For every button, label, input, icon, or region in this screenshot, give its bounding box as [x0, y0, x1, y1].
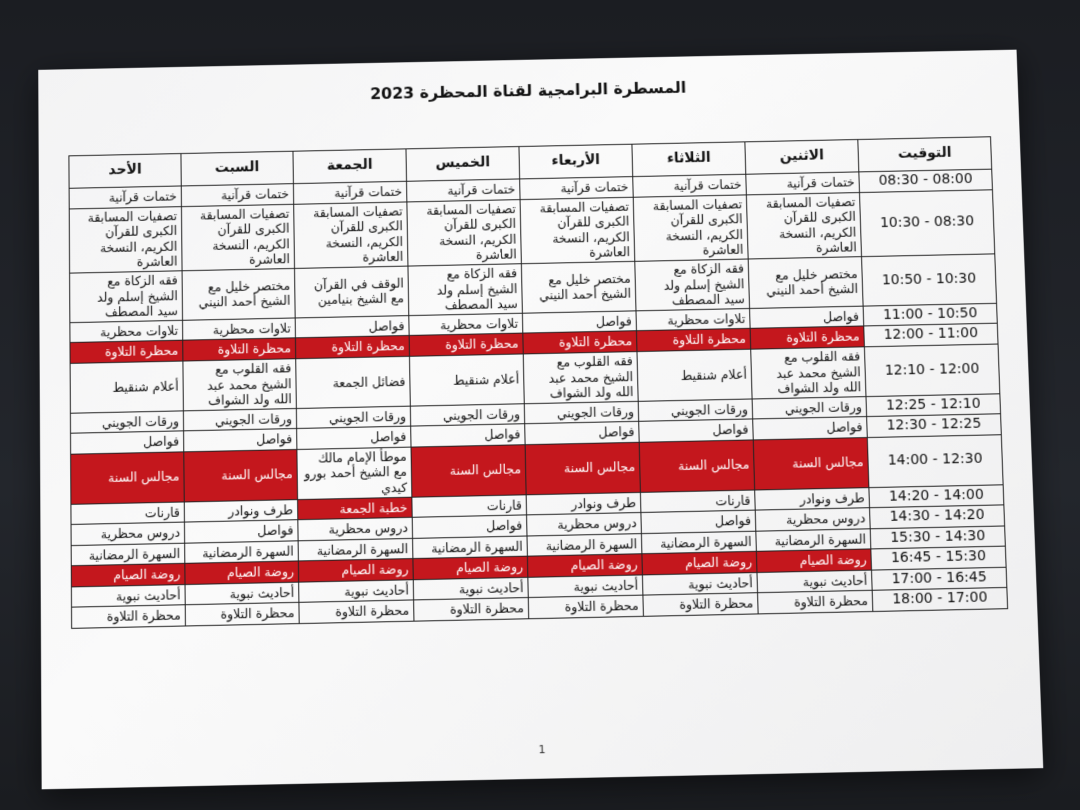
time-slot-cell: 14:00 - 12:30 — [867, 434, 1003, 487]
column-header-day: الثلاثاء — [632, 142, 746, 177]
program-cell: ورقات الجويني — [638, 399, 752, 422]
program-cell: دروس محظرية — [755, 508, 870, 531]
program-cell: أحاديث نبوية — [299, 579, 414, 602]
program-cell: الوقف في القرآن مع الشيخ بنيامين — [295, 266, 409, 318]
time-slot-cell: 12:25 - 12:10 — [866, 394, 1001, 417]
program-cell: مختصر خليل مع الشيخ أحمد النيني — [521, 261, 636, 313]
program-cell: ورقات الجويني — [296, 406, 410, 429]
program-cell: تصفيات المسابقة الكبرى للقرآن الكريم، النسخة العاشرة — [746, 192, 861, 259]
program-cell: ورقات الجويني — [70, 411, 183, 434]
program-cell: فواصل — [411, 424, 525, 447]
program-cell: محظرة التلاوة — [636, 329, 750, 352]
program-cell: مجالس السنة — [753, 437, 869, 489]
program-cell: فقه الزكاة مع الشيخ إسلم ولد سيد المصطف — [408, 264, 522, 316]
program-cell: فواصل — [750, 306, 864, 329]
program-cell: فضائل الجمعة — [296, 356, 411, 408]
time-slot-cell: 08:30 - 08:00 — [859, 169, 993, 192]
time-slot-cell: 16:45 - 15:30 — [871, 546, 1006, 569]
program-cell: أعلام شنقيط — [637, 349, 752, 401]
program-cell: مجالس السنة — [184, 449, 298, 501]
program-cell: ورقات الجويني — [524, 401, 638, 424]
time-slot-cell: 12:00 - 11:00 — [864, 324, 998, 347]
program-cell: تلاوات محظرية — [409, 313, 523, 336]
program-cell: روضة الصيام — [413, 556, 528, 579]
program-cell: ختمات قرآنية — [407, 179, 521, 202]
program-cell: ورقات الجويني — [183, 408, 296, 431]
program-cell: روضة الصيام — [527, 554, 642, 577]
program-cell: ختمات قرآنية — [746, 172, 860, 195]
program-cell: فواصل — [295, 315, 409, 338]
program-cell: روضة الصيام — [185, 561, 299, 584]
column-header-day: الجمعة — [293, 149, 407, 184]
program-cell: طرف ونوادر — [184, 499, 298, 522]
column-header-day: الاثنين — [745, 140, 859, 175]
time-slot-cell: 11:00 - 10:50 — [863, 303, 997, 326]
time-slot-cell: 12:10 - 12:00 — [864, 344, 999, 396]
program-cell: مجالس السنة — [639, 440, 754, 492]
document-page — [38, 50, 1043, 790]
column-header-day: الخميس — [406, 147, 520, 182]
program-cell: السهرة الرمضانية — [641, 531, 756, 554]
time-slot-cell: 15:30 - 14:30 — [870, 526, 1005, 549]
time-slot-cell: 10:50 - 10:30 — [862, 254, 997, 306]
program-cell: فقه الزكاة مع الشيخ إسلم ولد سيد المصطف — [635, 259, 750, 311]
program-cell: محظرة التلاوة — [414, 598, 529, 621]
program-cell: مختصر خليل مع الشيخ أحمد النيني — [182, 268, 295, 320]
program-cell: روضة الصيام — [756, 549, 871, 572]
time-slot-cell: 12:30 - 12:25 — [867, 414, 1002, 437]
program-cell: قارنات — [71, 502, 185, 525]
program-cell: تصفيات المسابقة الكبرى للقرآن الكريم، النسخة العاشرة — [69, 206, 182, 273]
program-cell: السهرة الرمضانية — [298, 538, 413, 561]
program-cell: قارنات — [640, 490, 755, 513]
column-header-time: التوقيت — [858, 137, 992, 172]
program-cell: أحاديث نبوية — [757, 570, 872, 593]
column-header-day: الأربعاء — [519, 144, 633, 179]
program-cell: مجالس السنة — [411, 444, 526, 496]
program-cell: دروس محظرية — [71, 522, 185, 545]
program-cell: محظرة التلاوة — [523, 331, 637, 354]
schedule-table — [68, 136, 1008, 628]
program-cell: فقه القلوب مع الشيخ محمد عبد الله ولد الشواف — [183, 359, 296, 411]
program-cell: السهرة الرمضانية — [756, 528, 871, 551]
program-cell: فواصل — [522, 311, 636, 334]
program-cell: تصفيات المسابقة الكبرى للقرآن الكريم، النسخة العاشرة — [520, 197, 635, 264]
program-cell: محظرة التلاوة — [643, 593, 758, 616]
program-cell: موطأ الإمام مالك مع الشيخ أحمد بورو كيدي — [297, 447, 412, 499]
program-cell: محظرة التلاوة — [758, 590, 873, 613]
program-cell: السهرة الرمضانية — [413, 536, 528, 559]
program-cell: فقه الزكاة مع الشيخ إسلم ولد سيد المصطف — [70, 271, 183, 323]
program-cell: ختمات قرآنية — [69, 186, 181, 209]
program-cell: طرف ونوادر — [755, 487, 870, 510]
program-cell: أحاديث نبوية — [185, 582, 299, 605]
table-body — [69, 169, 1008, 628]
program-cell: أحاديث نبوية — [71, 584, 185, 607]
program-cell: السهرة الرمضانية — [527, 533, 642, 556]
page-number: 1 — [538, 742, 546, 757]
page-title: المسطرة البرامجية لقناة المحظرة 2023 — [369, 77, 687, 104]
program-cell: دروس محظرية — [298, 517, 413, 540]
program-cell: روضة الصيام — [642, 551, 757, 574]
program-cell: أعلام شنقيط — [70, 361, 183, 413]
program-cell: تصفيات المسابقة الكبرى للقرآن الكريم، النسخة العاشرة — [181, 204, 294, 271]
program-cell: أحاديث نبوية — [413, 577, 528, 600]
program-cell: تلاوات محظرية — [183, 318, 296, 341]
time-slot-cell: 14:20 - 14:00 — [869, 484, 1004, 507]
program-cell: محظرة التلاوة — [183, 338, 296, 361]
program-cell: محظرة التلاوة — [299, 600, 414, 623]
program-cell: مجالس السنة — [71, 452, 185, 504]
program-cell: تصفيات المسابقة الكبرى للقرآن الكريم، النسخة العاشرة — [633, 194, 748, 261]
time-slot-cell: 17:00 - 16:45 — [871, 567, 1006, 591]
program-cell: أحاديث نبوية — [528, 575, 643, 598]
time-slot-cell: 14:30 - 14:20 — [870, 505, 1005, 528]
time-slot-cell: 10:30 - 08:30 — [859, 189, 994, 256]
program-cell: محظرة التلاوة — [185, 602, 299, 625]
program-cell: أحاديث نبوية — [642, 572, 757, 595]
program-cell: مختصر خليل مع الشيخ أحمد النيني — [748, 257, 863, 309]
program-cell: تصفيات المسابقة الكبرى للقرآن الكريم، النسخة العاشرة — [407, 199, 522, 266]
program-cell: فواصل — [641, 510, 756, 533]
program-cell: ورقات الجويني — [752, 396, 867, 419]
program-cell: ورقات الجويني — [410, 403, 524, 426]
column-header-day: السبت — [181, 151, 293, 186]
program-cell: تلاوات محظرية — [70, 320, 183, 343]
program-cell: فواصل — [297, 426, 411, 449]
program-cell: أعلام شنقيط — [409, 354, 524, 406]
program-cell: فواصل — [184, 429, 297, 452]
program-cell: فواصل — [71, 431, 184, 454]
program-cell: فواصل — [412, 515, 527, 538]
program-cell: فواصل — [753, 417, 868, 440]
program-cell: تلاوات محظرية — [636, 308, 750, 331]
program-cell: فقه القلوب مع الشيخ محمد عبد الله ولد الشواف — [751, 347, 866, 399]
program-cell: فواصل — [525, 422, 639, 445]
column-header-day: الأحد — [69, 154, 181, 189]
program-cell: تصفيات المسابقة الكبرى للقرآن الكريم، النسخة العاشرة — [294, 201, 408, 268]
program-cell: السهرة الرمضانية — [185, 540, 299, 563]
program-cell: طرف ونوادر — [526, 492, 641, 515]
program-cell: محظرة التلاوة — [409, 333, 523, 356]
program-cell: فواصل — [184, 520, 298, 543]
program-cell: ختمات قرآنية — [633, 174, 747, 197]
program-cell: فقه القلوب مع الشيخ محمد عبد الله ولد الشواف — [523, 351, 638, 403]
program-cell: السهرة الرمضانية — [71, 543, 185, 566]
program-cell: ختمات قرآنية — [520, 177, 634, 200]
program-cell: محظرة التلاوة — [70, 341, 183, 364]
program-cell: فواصل — [639, 419, 754, 442]
program-cell: ختمات قرآنية — [181, 184, 293, 207]
program-cell: ختمات قرآنية — [293, 181, 406, 204]
program-cell: دروس محظرية — [527, 513, 642, 536]
time-slot-cell: 18:00 - 17:00 — [872, 588, 1007, 612]
program-cell: قارنات — [412, 494, 527, 517]
program-cell: محظرة التلاوة — [295, 336, 409, 359]
program-cell: محظرة التلاوة — [72, 605, 186, 628]
program-cell: محظرة التلاوة — [750, 326, 864, 349]
program-cell: محظرة التلاوة — [528, 595, 643, 618]
program-cell: روضة الصيام — [298, 559, 413, 582]
program-cell: مجالس السنة — [525, 442, 640, 494]
program-cell: خطبة الجمعة — [298, 497, 413, 520]
program-cell: روضة الصيام — [71, 563, 185, 586]
